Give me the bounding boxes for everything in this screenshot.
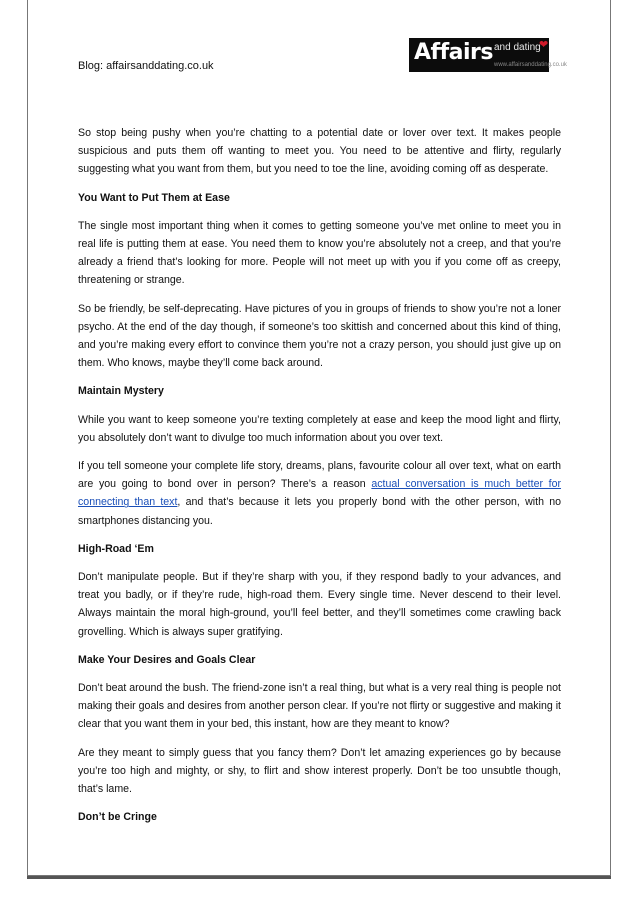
section-heading: You Want to Put Them at Ease — [78, 191, 230, 204]
paragraph: Don’t manipulate people. But if they’re sharp with you, if they respond badly to your advances, and treat you badly, or if they’re rude, high-road them. Every single time. Never descend to their level. Always maintain the moral high-ground, you’ll feel better, and they’ll sometimes come crawling back grovelling. Which is always super gratifying. — [78, 571, 561, 638]
logo-tagline: www.affairsanddating.co.uk — [494, 62, 567, 68]
section-heading: Don’t be Cringe — [78, 811, 157, 824]
section-heading: Make Your Desires and Goals Clear — [78, 653, 256, 666]
section-heading: Maintain Mystery — [78, 385, 164, 398]
paragraph: Don’t beat around the bush. The friend-zone isn’t a real thing, but what is a very real thing is people not making their goals and desires from another person clear. If you’re not flirty or suggestive and making it clear that you want them in your bed, this instant, how are they meant to know? — [78, 682, 561, 731]
article-body — [78, 124, 561, 837]
page-frame-bottom — [27, 876, 611, 879]
paragraph — [78, 457, 561, 530]
paragraph: While you want to keep someone you’re texting completely at ease and keep the mood light and flirty, you absolutely don’t want to divulge too much information about you over text. — [78, 413, 561, 444]
conversation-link[interactable]: actual conversation is much better for connecting than text — [78, 478, 562, 509]
logo-sub-text: and dating — [494, 42, 541, 53]
paragraph: Are they meant to simply guess that you fancy them? Don’t let amazing experiences go by because you’re too high and mighty, or shy, to flirt and show interest properly. Don’t be too unsubtle though, that’s lame. — [78, 746, 561, 796]
logo-main-text: Affairs — [414, 40, 493, 65]
section-heading: High-Road ‘Em — [78, 542, 154, 555]
paragraph: So be friendly, be self-deprecating. Have pictures of you in groups of friends to show you’re not a loner psycho. At the end of the day though, if someone’s too skittish and concerned about this kind of thing, and you’re making every effort to convince them you’re not a crazy person, you should just give up on them. Who knows, maybe they’ll come back around. — [78, 302, 561, 370]
heart-icon: ❤ — [539, 39, 549, 51]
blog-label: Blog: affairsanddating.co.uk — [78, 60, 214, 72]
paragraph-text: If you tell someone your complete life story, dreams, plans, favourite colour all over text, what on earth are you going to bond over in person? There’s a reason — [78, 460, 561, 491]
paragraph-text: , and that’s because it lets you properly bond with the other person, with no smartphones distancing you. — [78, 496, 561, 527]
site-logo[interactable] — [409, 38, 567, 72]
paragraph: The single most important thing when it comes to getting someone you’ve met online to meet you in real life is putting them at ease. You need them to know you’re absolutely not a creep, and that you’re already a friend that’s looking for more. People will not meet up with you if you come off as creepy, threatening or strange. — [78, 219, 561, 287]
paragraph: So stop being pushy when you’re chatting to a potential date or lover over text. It makes people suspicious and puts them off wanting to meet you. You need to be attentive and flirty, regularly suggesting what you want from them, but you need to toe the line, avoiding coming off as desperate. — [78, 127, 561, 176]
